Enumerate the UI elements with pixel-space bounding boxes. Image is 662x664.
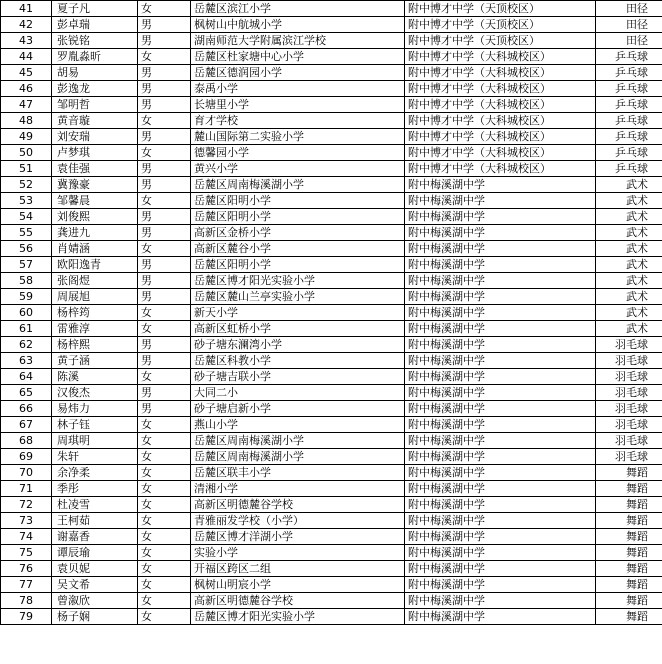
primary-school-cell: 岳麓区周南梅溪湖小学 bbox=[191, 177, 405, 193]
table-row bbox=[1, 337, 662, 353]
primary-school-cell: 新天小学 bbox=[191, 305, 405, 321]
table-row bbox=[1, 65, 662, 81]
primary-school-cell: 高新区虹桥小学 bbox=[191, 321, 405, 337]
middle-school-cell: 附中梅溪湖中学 bbox=[405, 497, 596, 513]
gender-cell: 男 bbox=[138, 225, 191, 241]
table-row bbox=[1, 145, 662, 161]
specialty-cell: 舞蹈 bbox=[596, 497, 662, 513]
specialty-cell: 羽毛球 bbox=[596, 353, 662, 369]
table-row bbox=[1, 401, 662, 417]
primary-school-cell: 高新区麓谷小学 bbox=[191, 241, 405, 257]
table-row bbox=[1, 1, 662, 17]
gender-cell: 女 bbox=[138, 481, 191, 497]
primary-school-cell: 德馨园小学 bbox=[191, 145, 405, 161]
middle-school-cell: 附中博才中学（大科城校区） bbox=[405, 113, 596, 129]
middle-school-cell: 附中梅溪湖中学 bbox=[405, 321, 596, 337]
primary-school-cell: 青雅丽发学校（小学） bbox=[191, 513, 405, 529]
specialty-cell: 舞蹈 bbox=[596, 465, 662, 481]
middle-school-cell: 附中梅溪湖中学 bbox=[405, 257, 596, 273]
table-row bbox=[1, 529, 662, 545]
primary-school-cell: 大同二小 bbox=[191, 385, 405, 401]
row-number-cell: 64 bbox=[1, 369, 52, 385]
row-number-cell: 69 bbox=[1, 449, 52, 465]
middle-school-cell: 附中梅溪湖中学 bbox=[405, 465, 596, 481]
specialty-cell: 田径 bbox=[596, 17, 662, 33]
row-number-cell: 43 bbox=[1, 33, 52, 49]
specialty-cell: 田径 bbox=[596, 1, 662, 17]
table-row bbox=[1, 17, 662, 33]
table-row bbox=[1, 481, 662, 497]
student-name-cell: 罗胤淼昕 bbox=[52, 49, 138, 65]
row-number-cell: 67 bbox=[1, 417, 52, 433]
student-name-cell: 余净柔 bbox=[52, 465, 138, 481]
row-number-cell: 48 bbox=[1, 113, 52, 129]
middle-school-cell: 附中博才中学（大科城校区） bbox=[405, 129, 596, 145]
gender-cell: 女 bbox=[138, 577, 191, 593]
row-number-cell: 70 bbox=[1, 465, 52, 481]
row-number-cell: 42 bbox=[1, 17, 52, 33]
row-number-cell: 79 bbox=[1, 609, 52, 625]
gender-cell: 女 bbox=[138, 593, 191, 609]
specialty-cell: 乒乓球 bbox=[596, 129, 662, 145]
student-name-cell: 欧阳逸青 bbox=[52, 257, 138, 273]
table-row bbox=[1, 177, 662, 193]
middle-school-cell: 附中梅溪湖中学 bbox=[405, 225, 596, 241]
specialty-cell: 舞蹈 bbox=[596, 561, 662, 577]
student-name-cell: 彭逸龙 bbox=[52, 81, 138, 97]
primary-school-cell: 岳麓区阳明小学 bbox=[191, 209, 405, 225]
primary-school-cell: 长塘里小学 bbox=[191, 97, 405, 113]
middle-school-cell: 附中梅溪湖中学 bbox=[405, 449, 596, 465]
specialty-cell: 舞蹈 bbox=[596, 481, 662, 497]
gender-cell: 女 bbox=[138, 433, 191, 449]
primary-school-cell: 育才学校 bbox=[191, 113, 405, 129]
row-number-cell: 63 bbox=[1, 353, 52, 369]
middle-school-cell: 附中梅溪湖中学 bbox=[405, 305, 596, 321]
specialty-cell: 武术 bbox=[596, 321, 662, 337]
primary-school-cell: 岳麓区滨江小学 bbox=[191, 1, 405, 17]
row-number-cell: 73 bbox=[1, 513, 52, 529]
table-row bbox=[1, 241, 662, 257]
primary-school-cell: 岳麓区博才阳光实验小学 bbox=[191, 609, 405, 625]
table-row bbox=[1, 209, 662, 225]
gender-cell: 男 bbox=[138, 209, 191, 225]
table-row bbox=[1, 113, 662, 129]
gender-cell: 男 bbox=[138, 273, 191, 289]
middle-school-cell: 附中梅溪湖中学 bbox=[405, 433, 596, 449]
student-name-cell: 袁贝妮 bbox=[52, 561, 138, 577]
middle-school-cell: 附中梅溪湖中学 bbox=[405, 609, 596, 625]
table-row bbox=[1, 33, 662, 49]
gender-cell: 女 bbox=[138, 49, 191, 65]
gender-cell: 女 bbox=[138, 529, 191, 545]
student-name-cell: 雷雅淳 bbox=[52, 321, 138, 337]
row-number-cell: 54 bbox=[1, 209, 52, 225]
middle-school-cell: 附中梅溪湖中学 bbox=[405, 593, 596, 609]
primary-school-cell: 岳麓区阳明小学 bbox=[191, 193, 405, 209]
gender-cell: 女 bbox=[138, 449, 191, 465]
table-row bbox=[1, 577, 662, 593]
middle-school-cell: 附中梅溪湖中学 bbox=[405, 353, 596, 369]
middle-school-cell: 附中梅溪湖中学 bbox=[405, 369, 596, 385]
table-row bbox=[1, 369, 662, 385]
specialty-cell: 羽毛球 bbox=[596, 401, 662, 417]
student-name-cell: 杜凌雪 bbox=[52, 497, 138, 513]
middle-school-cell: 附中博才中学（大科城校区） bbox=[405, 161, 596, 177]
table-row bbox=[1, 161, 662, 177]
gender-cell: 女 bbox=[138, 321, 191, 337]
gender-cell: 女 bbox=[138, 305, 191, 321]
middle-school-cell: 附中博才中学（大科城校区） bbox=[405, 97, 596, 113]
gender-cell: 女 bbox=[138, 417, 191, 433]
table-row bbox=[1, 225, 662, 241]
middle-school-cell: 附中梅溪湖中学 bbox=[405, 209, 596, 225]
primary-school-cell: 实验小学 bbox=[191, 545, 405, 561]
table-row bbox=[1, 593, 662, 609]
middle-school-cell: 附中梅溪湖中学 bbox=[405, 401, 596, 417]
row-number-cell: 44 bbox=[1, 49, 52, 65]
table-row bbox=[1, 433, 662, 449]
student-name-cell: 刘安瑞 bbox=[52, 129, 138, 145]
gender-cell: 女 bbox=[138, 145, 191, 161]
table-row bbox=[1, 49, 662, 65]
row-number-cell: 74 bbox=[1, 529, 52, 545]
middle-school-cell: 附中梅溪湖中学 bbox=[405, 273, 596, 289]
primary-school-cell: 砂子塘东澜湾小学 bbox=[191, 337, 405, 353]
specialty-cell: 乒乓球 bbox=[596, 49, 662, 65]
gender-cell: 男 bbox=[138, 17, 191, 33]
student-name-cell: 杨梓熙 bbox=[52, 337, 138, 353]
middle-school-cell: 附中梅溪湖中学 bbox=[405, 289, 596, 305]
table-row bbox=[1, 129, 662, 145]
table-row bbox=[1, 273, 662, 289]
student-name-cell: 胡易 bbox=[52, 65, 138, 81]
gender-cell: 女 bbox=[138, 497, 191, 513]
student-name-cell: 吴文希 bbox=[52, 577, 138, 593]
gender-cell: 女 bbox=[138, 561, 191, 577]
student-name-cell: 杨梓筠 bbox=[52, 305, 138, 321]
row-number-cell: 78 bbox=[1, 593, 52, 609]
student-name-cell: 杨子娴 bbox=[52, 609, 138, 625]
row-number-cell: 72 bbox=[1, 497, 52, 513]
primary-school-cell: 岳麓区博才阳光实验小学 bbox=[191, 273, 405, 289]
student-name-cell: 卢梦琪 bbox=[52, 145, 138, 161]
row-number-cell: 56 bbox=[1, 241, 52, 257]
gender-cell: 女 bbox=[138, 241, 191, 257]
primary-school-cell: 砂子塘吉联小学 bbox=[191, 369, 405, 385]
middle-school-cell: 附中博才中学（天顶校区） bbox=[405, 17, 596, 33]
row-number-cell: 50 bbox=[1, 145, 52, 161]
primary-school-cell: 枫树山明宸小学 bbox=[191, 577, 405, 593]
gender-cell: 男 bbox=[138, 177, 191, 193]
table-row bbox=[1, 289, 662, 305]
specialty-cell: 乒乓球 bbox=[596, 97, 662, 113]
primary-school-cell: 砂子塘启新小学 bbox=[191, 401, 405, 417]
primary-school-cell: 燕山小学 bbox=[191, 417, 405, 433]
gender-cell: 男 bbox=[138, 401, 191, 417]
primary-school-cell: 岳麓区科教小学 bbox=[191, 353, 405, 369]
row-number-cell: 75 bbox=[1, 545, 52, 561]
specialty-cell: 武术 bbox=[596, 305, 662, 321]
primary-school-cell: 岳麓区博才洋湖小学 bbox=[191, 529, 405, 545]
primary-school-cell: 岳麓区周南梅溪湖小学 bbox=[191, 449, 405, 465]
student-name-cell: 肖婧涵 bbox=[52, 241, 138, 257]
primary-school-cell: 岳麓区联丰小学 bbox=[191, 465, 405, 481]
specialty-cell: 武术 bbox=[596, 289, 662, 305]
row-number-cell: 68 bbox=[1, 433, 52, 449]
student-name-cell: 袁佳强 bbox=[52, 161, 138, 177]
student-name-cell: 谭辰瑜 bbox=[52, 545, 138, 561]
row-number-cell: 60 bbox=[1, 305, 52, 321]
specialty-cell: 舞蹈 bbox=[596, 545, 662, 561]
table-row bbox=[1, 609, 662, 625]
row-number-cell: 55 bbox=[1, 225, 52, 241]
specialty-cell: 舞蹈 bbox=[596, 609, 662, 625]
middle-school-cell: 附中梅溪湖中学 bbox=[405, 545, 596, 561]
primary-school-cell: 岳麓区杜家塘中心小学 bbox=[191, 49, 405, 65]
table-row bbox=[1, 81, 662, 97]
student-name-cell: 曾溆欣 bbox=[52, 593, 138, 609]
student-name-cell: 夏子凡 bbox=[52, 1, 138, 17]
table-row bbox=[1, 321, 662, 337]
student-name-cell: 王柯茹 bbox=[52, 513, 138, 529]
row-number-cell: 77 bbox=[1, 577, 52, 593]
student-name-cell: 陈溪 bbox=[52, 369, 138, 385]
gender-cell: 男 bbox=[138, 257, 191, 273]
row-number-cell: 51 bbox=[1, 161, 52, 177]
row-number-cell: 66 bbox=[1, 401, 52, 417]
student-name-cell: 季彤 bbox=[52, 481, 138, 497]
gender-cell: 男 bbox=[138, 385, 191, 401]
specialty-cell: 羽毛球 bbox=[596, 417, 662, 433]
specialty-cell: 武术 bbox=[596, 257, 662, 273]
table-row bbox=[1, 305, 662, 321]
primary-school-cell: 高新区金桥小学 bbox=[191, 225, 405, 241]
table-row bbox=[1, 417, 662, 433]
primary-school-cell: 枫树山中航城小学 bbox=[191, 17, 405, 33]
gender-cell: 男 bbox=[138, 65, 191, 81]
row-number-cell: 46 bbox=[1, 81, 52, 97]
student-name-cell: 汉俊杰 bbox=[52, 385, 138, 401]
table-row bbox=[1, 257, 662, 273]
gender-cell: 女 bbox=[138, 465, 191, 481]
middle-school-cell: 附中梅溪湖中学 bbox=[405, 417, 596, 433]
student-name-cell: 彭卓瑞 bbox=[52, 17, 138, 33]
specialty-cell: 羽毛球 bbox=[596, 385, 662, 401]
row-number-cell: 57 bbox=[1, 257, 52, 273]
specialty-cell: 舞蹈 bbox=[596, 529, 662, 545]
row-number-cell: 49 bbox=[1, 129, 52, 145]
middle-school-cell: 附中梅溪湖中学 bbox=[405, 241, 596, 257]
gender-cell: 女 bbox=[138, 113, 191, 129]
middle-school-cell: 附中博才中学（大科城校区） bbox=[405, 49, 596, 65]
student-name-cell: 黄音璇 bbox=[52, 113, 138, 129]
middle-school-cell: 附中博才中学（大科城校区） bbox=[405, 81, 596, 97]
table-row bbox=[1, 561, 662, 577]
primary-school-cell: 泰禹小学 bbox=[191, 81, 405, 97]
table-row bbox=[1, 513, 662, 529]
student-name-cell: 朱轩 bbox=[52, 449, 138, 465]
student-name-cell: 黄子涵 bbox=[52, 353, 138, 369]
row-number-cell: 76 bbox=[1, 561, 52, 577]
gender-cell: 女 bbox=[138, 1, 191, 17]
gender-cell: 男 bbox=[138, 289, 191, 305]
student-name-cell: 张锐铭 bbox=[52, 33, 138, 49]
table-row bbox=[1, 497, 662, 513]
specialty-cell: 羽毛球 bbox=[596, 337, 662, 353]
gender-cell: 男 bbox=[138, 129, 191, 145]
middle-school-cell: 附中梅溪湖中学 bbox=[405, 337, 596, 353]
student-name-cell: 易炜力 bbox=[52, 401, 138, 417]
middle-school-cell: 附中博才中学（天顶校区） bbox=[405, 1, 596, 17]
middle-school-cell: 附中博才中学（天顶校区） bbox=[405, 33, 596, 49]
specialty-cell: 舞蹈 bbox=[596, 593, 662, 609]
specialty-cell: 羽毛球 bbox=[596, 369, 662, 385]
gender-cell: 男 bbox=[138, 337, 191, 353]
middle-school-cell: 附中梅溪湖中学 bbox=[405, 193, 596, 209]
middle-school-cell: 附中梅溪湖中学 bbox=[405, 577, 596, 593]
specialty-cell: 羽毛球 bbox=[596, 449, 662, 465]
gender-cell: 女 bbox=[138, 545, 191, 561]
primary-school-cell: 高新区明德麓谷学校 bbox=[191, 593, 405, 609]
specialty-cell: 武术 bbox=[596, 273, 662, 289]
primary-school-cell: 湖南师范大学附属滨江学校 bbox=[191, 33, 405, 49]
primary-school-cell: 高新区明德麓谷学校 bbox=[191, 497, 405, 513]
gender-cell: 女 bbox=[138, 193, 191, 209]
table-row bbox=[1, 385, 662, 401]
gender-cell: 男 bbox=[138, 353, 191, 369]
row-number-cell: 45 bbox=[1, 65, 52, 81]
specialty-cell: 乒乓球 bbox=[596, 161, 662, 177]
gender-cell: 男 bbox=[138, 33, 191, 49]
row-number-cell: 41 bbox=[1, 1, 52, 17]
table-row bbox=[1, 353, 662, 369]
middle-school-cell: 附中博才中学（大科城校区） bbox=[405, 145, 596, 161]
middle-school-cell: 附中梅溪湖中学 bbox=[405, 385, 596, 401]
student-name-cell: 邹明哲 bbox=[52, 97, 138, 113]
row-number-cell: 58 bbox=[1, 273, 52, 289]
gender-cell: 男 bbox=[138, 97, 191, 113]
student-name-cell: 冀豫豪 bbox=[52, 177, 138, 193]
student-name-cell: 周展旭 bbox=[52, 289, 138, 305]
middle-school-cell: 附中梅溪湖中学 bbox=[405, 529, 596, 545]
row-number-cell: 62 bbox=[1, 337, 52, 353]
middle-school-cell: 附中梅溪湖中学 bbox=[405, 561, 596, 577]
specialty-cell: 乒乓球 bbox=[596, 113, 662, 129]
primary-school-cell: 开福区跨区二组 bbox=[191, 561, 405, 577]
primary-school-cell: 岳麓区麓山兰亭实验小学 bbox=[191, 289, 405, 305]
table-row bbox=[1, 97, 662, 113]
gender-cell: 女 bbox=[138, 609, 191, 625]
middle-school-cell: 附中博才中学（大科城校区） bbox=[405, 65, 596, 81]
primary-school-cell: 岳麓区阳明小学 bbox=[191, 257, 405, 273]
primary-school-cell: 清湘小学 bbox=[191, 481, 405, 497]
student-name-cell: 周琪明 bbox=[52, 433, 138, 449]
table-row bbox=[1, 465, 662, 481]
row-number-cell: 47 bbox=[1, 97, 52, 113]
row-number-cell: 59 bbox=[1, 289, 52, 305]
primary-school-cell: 岳麓区周南梅溪湖小学 bbox=[191, 433, 405, 449]
primary-school-cell: 黄兴小学 bbox=[191, 161, 405, 177]
row-number-cell: 71 bbox=[1, 481, 52, 497]
row-number-cell: 53 bbox=[1, 193, 52, 209]
specialty-cell: 武术 bbox=[596, 177, 662, 193]
student-name-cell: 邹馨晨 bbox=[52, 193, 138, 209]
middle-school-cell: 附中梅溪湖中学 bbox=[405, 513, 596, 529]
specialty-cell: 田径 bbox=[596, 33, 662, 49]
student-name-cell: 刘俊熙 bbox=[52, 209, 138, 225]
row-number-cell: 65 bbox=[1, 385, 52, 401]
specialty-cell: 舞蹈 bbox=[596, 577, 662, 593]
primary-school-cell: 麓山国际第二实验小学 bbox=[191, 129, 405, 145]
middle-school-cell: 附中梅溪湖中学 bbox=[405, 481, 596, 497]
student-name-cell: 林子钰 bbox=[52, 417, 138, 433]
student-name-cell: 谢嘉香 bbox=[52, 529, 138, 545]
student-name-cell: 龚进九 bbox=[52, 225, 138, 241]
gender-cell: 男 bbox=[138, 81, 191, 97]
specialty-cell: 乒乓球 bbox=[596, 145, 662, 161]
gender-cell: 男 bbox=[138, 161, 191, 177]
table-row bbox=[1, 545, 662, 561]
specialty-cell: 羽毛球 bbox=[596, 433, 662, 449]
specialty-cell: 舞蹈 bbox=[596, 513, 662, 529]
specialty-cell: 武术 bbox=[596, 209, 662, 225]
row-number-cell: 52 bbox=[1, 177, 52, 193]
specialty-cell: 乒乓球 bbox=[596, 65, 662, 81]
specialty-cell: 武术 bbox=[596, 193, 662, 209]
row-number-cell: 61 bbox=[1, 321, 52, 337]
table-row bbox=[1, 193, 662, 209]
table-row bbox=[1, 449, 662, 465]
specialty-cell: 武术 bbox=[596, 241, 662, 257]
primary-school-cell: 岳麓区德润园小学 bbox=[191, 65, 405, 81]
specialty-cell: 乒乓球 bbox=[596, 81, 662, 97]
gender-cell: 女 bbox=[138, 513, 191, 529]
middle-school-cell: 附中梅溪湖中学 bbox=[405, 177, 596, 193]
specialty-cell: 武术 bbox=[596, 225, 662, 241]
gender-cell: 女 bbox=[138, 369, 191, 385]
table-body bbox=[1, 1, 662, 625]
student-name-cell: 张阁煜 bbox=[52, 273, 138, 289]
